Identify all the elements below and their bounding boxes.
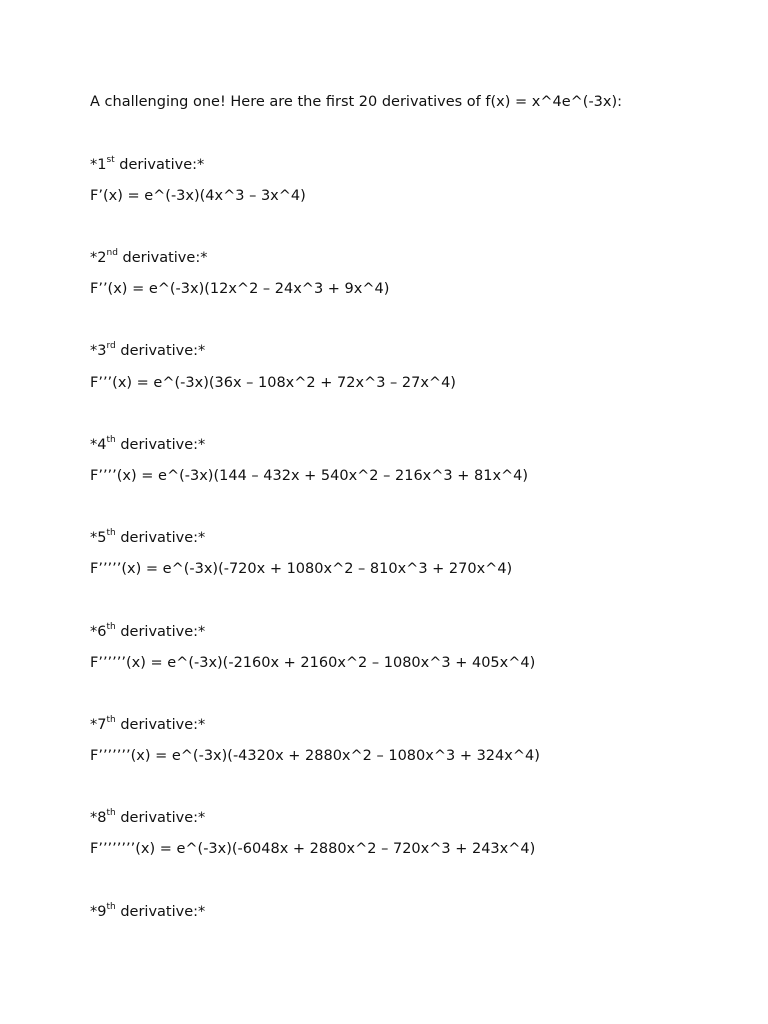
derivative-heading-5	[90, 528, 205, 548]
ordinal-suffix: th	[106, 435, 116, 446]
derivative-formula-5: F’’’’’(x) = e^(-3x)(-720x + 1080x^2 – 810x^3 + 270x^4)	[90, 561, 513, 577]
ordinal-suffix: th	[106, 622, 116, 633]
derivative-formula-2: F’’(x) = e^(-3x)(12x^2 – 24x^3 + 9x^4)	[90, 281, 390, 297]
ordinal-suffix: st	[106, 155, 115, 166]
ordinal-suffix: th	[106, 902, 116, 913]
heading-number: *8	[90, 810, 107, 826]
ordinal-suffix: th	[106, 528, 116, 539]
heading-label: derivative:*	[115, 437, 206, 453]
heading-label: derivative:*	[115, 717, 206, 733]
derivative-heading-3	[90, 341, 205, 361]
heading-number: *7	[90, 717, 107, 733]
derivative-formula-4: F’’’’(x) = e^(-3x)(144 – 432x + 540x^2 – 216x^3 + 81x^4)	[90, 468, 529, 484]
derivative-heading-1	[90, 155, 204, 175]
heading-number: *2	[90, 250, 107, 266]
heading-number: *9	[90, 904, 107, 920]
ordinal-suffix: nd	[106, 248, 118, 259]
intro-text: A challenging one! Here are the first 20 derivatives of f(x) = x^4e^(-3x):	[90, 94, 623, 110]
derivative-formula-1: F’(x) = e^(-3x)(4x^3 – 3x^4)	[90, 188, 306, 204]
derivative-heading-4	[90, 435, 205, 455]
heading-label: derivative:*	[115, 530, 206, 546]
heading-number: *3	[90, 343, 107, 359]
heading-label: derivative:*	[115, 343, 206, 359]
derivative-formula-8: F’’’’’’’’(x) = e^(-3x)(-6048x + 2880x^2 – 720x^3 + 243x^4)	[90, 841, 536, 857]
derivative-formula-7: F’’’’’’’(x) = e^(-3x)(-4320x + 2880x^2 – 1080x^3 + 324x^4)	[90, 748, 540, 764]
derivative-heading-9	[90, 902, 205, 922]
heading-number: *1	[90, 157, 107, 173]
derivative-heading-6	[90, 622, 205, 642]
derivative-heading-8	[90, 808, 205, 828]
heading-number: *6	[90, 624, 107, 640]
ordinal-suffix: th	[106, 808, 116, 819]
heading-label: derivative:*	[115, 810, 206, 826]
ordinal-suffix: rd	[106, 341, 116, 352]
derivative-formula-3: F’’’(x) = e^(-3x)(36x – 108x^2 + 72x^3 – 27x^4)	[90, 375, 456, 391]
derivative-heading-7	[90, 715, 205, 735]
heading-label: derivative:*	[114, 157, 205, 173]
heading-label: derivative:*	[115, 904, 206, 920]
heading-number: *5	[90, 530, 107, 546]
ordinal-suffix: th	[106, 715, 116, 726]
heading-label: derivative:*	[115, 624, 206, 640]
heading-number: *4	[90, 437, 107, 453]
derivative-formula-6: F’’’’’’(x) = e^(-3x)(-2160x + 2160x^2 – 1080x^3 + 405x^4)	[90, 655, 536, 671]
heading-label: derivative:*	[117, 250, 208, 266]
derivative-heading-2	[90, 248, 207, 268]
